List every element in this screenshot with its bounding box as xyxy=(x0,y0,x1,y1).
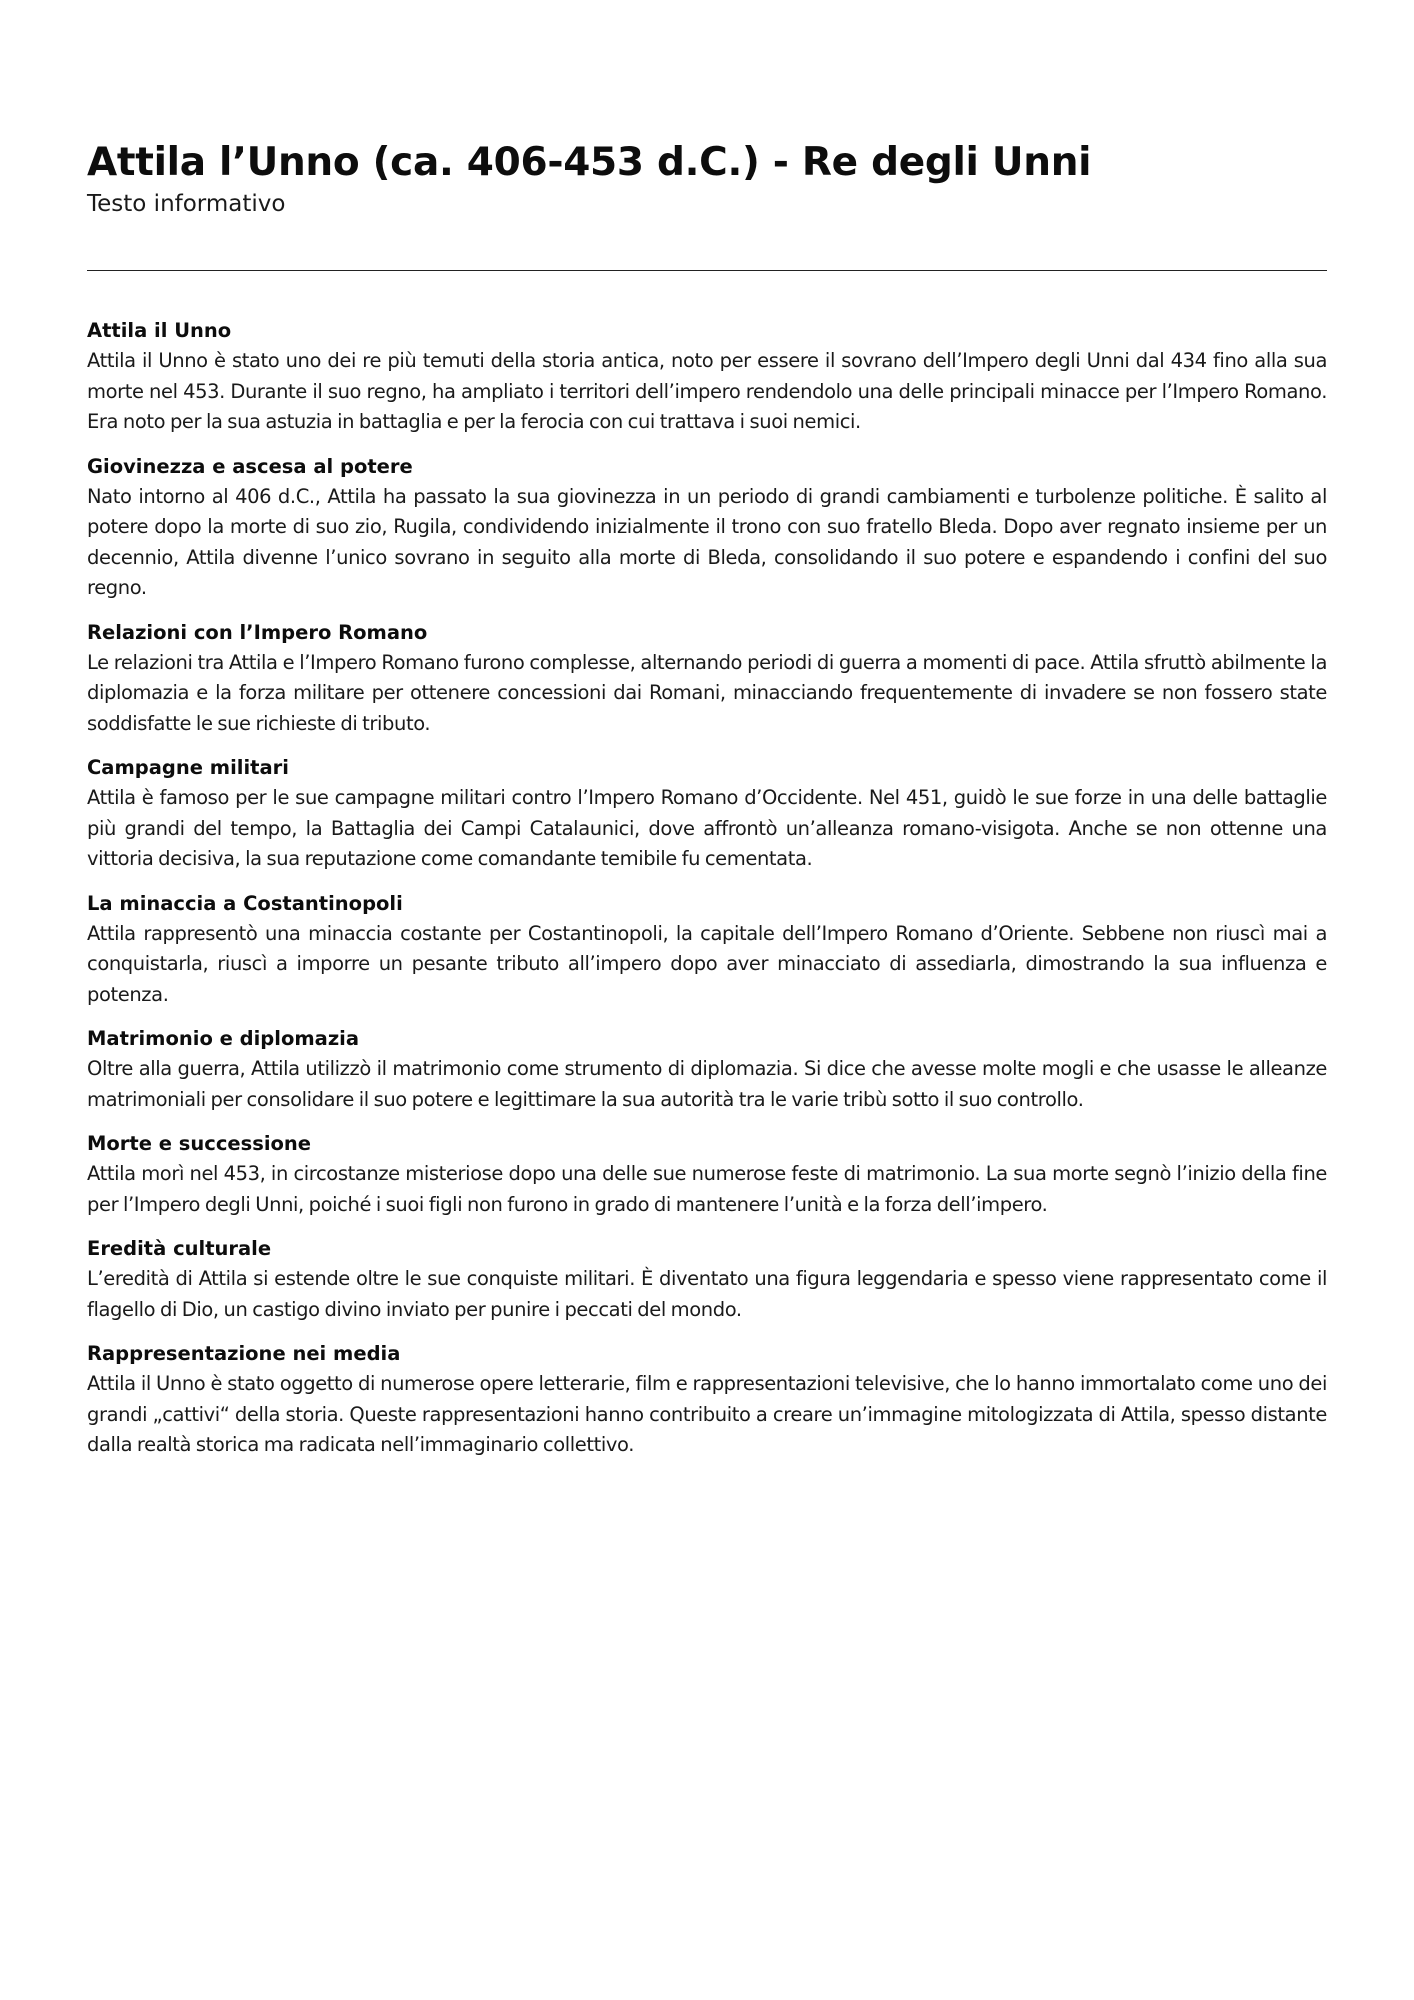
section-paragraph: Attila morì nel 453, in circostanze misteriose dopo una delle sue numerose feste di matrimonio. La sua morte segnò l’inizio della fine per l’Impero degli Unni, poiché i suoi figli non furono in grado di mantenere l’unità e la forza dell’impero. xyxy=(87,1162,1327,1216)
page-subtitle: Testo informativo xyxy=(87,191,286,217)
section-giovinezza xyxy=(87,452,1327,604)
section-paragraph: Attila il Unno è stato oggetto di numerose opere letterarie, film e rappresentazioni televisive, che lo hanno immortalato come uno dei grandi „cattivi“ della storia. Queste rappresentazioni hanno contribuito a creare un’immagine mitologizzata di Attila, spesso distante dalla realtà storica ma radicata nell’immaginario collettivo. xyxy=(87,1372,1327,1456)
section-heading: Eredità culturale xyxy=(87,1237,272,1260)
section-paragraph: Le relazioni tra Attila e l’Impero Romano furono complesse, alternando periodi di guerra a momenti di pace. Attila sfruttò abilmente la diplomazia e la forza militare per ottenere concessioni dai Romani, minacciando frequentemente di invadere se non fossero state soddisfatte le sue richieste di tributo. xyxy=(87,650,1327,735)
section-heading: Morte e successione xyxy=(87,1132,312,1155)
section-heading: Attila il Unno xyxy=(87,319,232,342)
section-paragraph: L’eredità di Attila si estende oltre le sue conquiste militari. È diventato una figura leggendaria e spesso viene rappresentato come il flagello di Dio, un castigo divino inviato per punire i peccati del mondo. xyxy=(87,1267,1327,1321)
section-heading: La minaccia a Costantinopoli xyxy=(87,891,403,915)
section-heading: Matrimonio e diplomazia xyxy=(87,1027,360,1050)
section-campagne xyxy=(87,753,1327,875)
section-media xyxy=(87,1339,1327,1461)
section-paragraph: Nato intorno al 406 d.C., Attila ha passato la sua giovinezza in un periodo di grandi cambiamenti e turbolenze politiche. È salito al potere dopo la morte di suo zio, Rugila, condividendo inizialmente il trono con suo fratello Bleda. Dopo aver regnato insieme per un decennio, Attila divenne l’unico sovrano in seguito alla morte di Bleda, consolidando il suo potere e espandendo i confini del suo regno. xyxy=(87,484,1327,599)
document-body xyxy=(87,316,1327,1475)
section-heading: Giovinezza e ascesa al potere xyxy=(87,454,413,478)
section-heading: Campagne militari xyxy=(87,756,289,779)
section-costantinopoli xyxy=(87,889,1327,1011)
page-title: Attila l’Unno (ca. 406-453 d.C.) - Re degli Unni xyxy=(87,140,1092,185)
section-paragraph: Attila è famoso per le sue campagne militari contro l’Impero Romano d’Occidente. Nel 451, guidò le sue forze in una delle battaglie più grandi del tempo, la Battaglia dei Campi Catalaunici, dove affrontò un’alleanza romano-visigota. Anche se non ottenne una vittoria decisiva, la sua reputazione come comandante temibile fu cementata. xyxy=(87,786,1327,870)
section-morte xyxy=(87,1129,1327,1220)
section-heading: Rappresentazione nei media xyxy=(87,1342,401,1365)
section-paragraph: Oltre alla guerra, Attila utilizzò il matrimonio come strumento di diplomazia. Si dice che avesse molte mogli e che usasse le alleanze matrimoniali per consolidare il suo potere e legittimare la sua autorità tra le varie tribù sotto il suo controllo. xyxy=(87,1057,1327,1111)
section-relazioni xyxy=(87,618,1327,740)
section-attila-il-unno xyxy=(87,316,1327,438)
section-heading: Relazioni con l’Impero Romano xyxy=(87,620,428,644)
section-matrimonio xyxy=(87,1024,1327,1115)
section-paragraph: Attila il Unno è stato uno dei re più temuti della storia antica, noto per essere il sovrano dell’Impero degli Unni dal 434 fino alla sua morte nel 453. Durante il suo regno, ha ampliato i territori dell’impero rendendolo una delle principali minacce per l’Impero Romano. Era noto per la sua astuzia in battaglia e per la ferocia con cui trattava i suoi nemici. xyxy=(87,349,1327,433)
section-eredita xyxy=(87,1234,1327,1325)
title-divider xyxy=(87,270,1327,271)
section-paragraph: Attila rappresentò una minaccia costante per Costantinopoli, la capitale dell’Impero Romano d’Oriente. Sebbene non riuscì mai a conquistarla, riuscì a imporre un pesante tributo all’impero dopo aver minacciato di assediarla, dimostrando la sua influenza e potenza. xyxy=(87,921,1327,1006)
